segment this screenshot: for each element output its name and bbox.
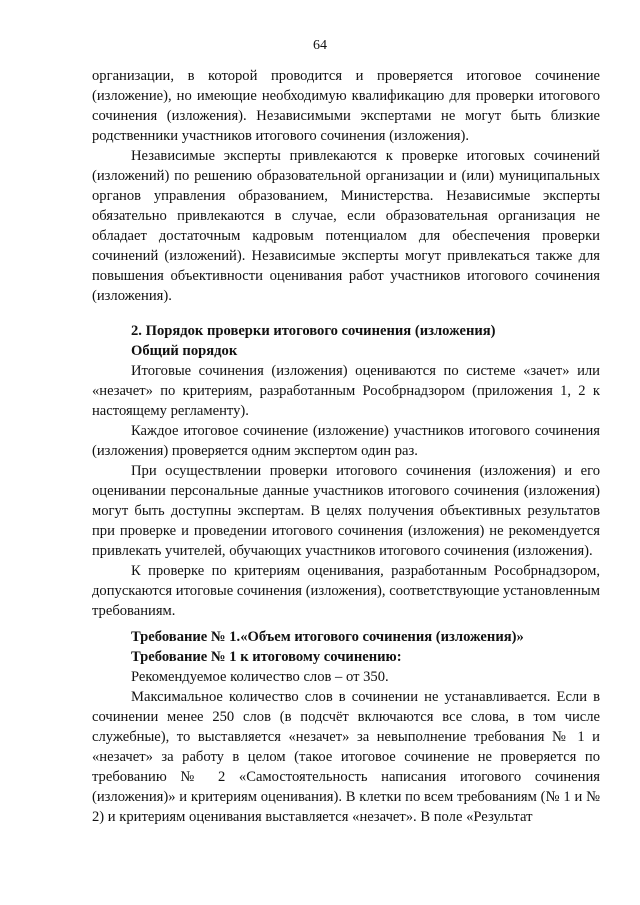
subsection-heading: Общий порядок <box>131 343 238 359</box>
section-spacer <box>92 306 600 321</box>
paragraph-personal-data: При осуществлении проверки итогового сочинения (изложения) и его оценивании персональные данные участников итогового сочинения (изложения) могут быть доступны экспертам. В целях получения объективных результатов при проверке и проведении итогового сочинения (изложения) не рекомендуется привлекать учителей, обучающих участников итогового сочинения (изложения). <box>92 463 600 559</box>
paragraph-independent-experts-relatives: организации, в которой проводится и проверяется итоговое сочинение (изложение), но имеющие необходимую квалификацию для проверки итогового сочинения (изложения). Независимыми экспертами не могут быть близкие родственники участников итогового сочинения (изложения). <box>92 68 600 144</box>
paragraph-max-words: Максимальное количество слов в сочинении не устанавливается. Если в сочинении менее 250 слов (в подсчёт включаются все слова, в том числе служебные), то выставляется «незачет» за невыполнение требования № 1 и «незачет» за работу в целом (такое итоговое сочинение не проверяется по требованию № 2 «Самостоятельность написания итогового сочинения (изложения)» и критериям оценивания). В клетки по всем требованиям (№ 1 и № 2) и критериям оценивания выставляется «незачет». В поле «Результат <box>92 689 600 825</box>
section-heading: 2. Порядок проверки итогового сочинения (изложения) <box>131 323 496 339</box>
paragraph-admission-criteria: К проверке по критериям оценивания, разработанным Рособрнадзором, допускаются итоговые сочинения (изложения), соответствующие установленным требованиям. <box>92 563 600 619</box>
paragraph-independent-experts-involvement: Независимые эксперты привлекаются к проверке итоговых сочинений (изложений) по решению образовательной организации и (или) муниципальных органов управления образованием, Министерства. Независимые эксперты обязательно привлекаются в случае, если образовательная организация не обладает достаточным кадровым потенциалом для обеспечения проверки сочинений (изложений). Независимые эксперты могут привлекаться также для повышения объективности оценивания работ участников итогового сочинения (изложения). <box>92 148 600 304</box>
paragraph-single-expert: Каждое итоговое сочинение (изложение) участников итогового сочинения (изложения) проверяется одним экспертом один раз. <box>92 423 600 459</box>
paragraph-grading-system: Итоговые сочинения (изложения) оцениваются по системе «зачет» или «незачет» по критериям, разработанным Рособрнадзором (приложения 1, 2 к настоящему регламенту). <box>92 363 600 419</box>
paragraph-recommended-words: Рекомендуемое количество слов – от 350. <box>131 669 389 685</box>
page-number: 64 <box>313 38 327 53</box>
document-body <box>92 66 600 827</box>
requirement-heading: Требование № 1.«Объем итогового сочинения (изложения)» <box>131 629 524 645</box>
requirement-essay-heading: Требование № 1 к итоговому сочинению: <box>131 649 402 665</box>
